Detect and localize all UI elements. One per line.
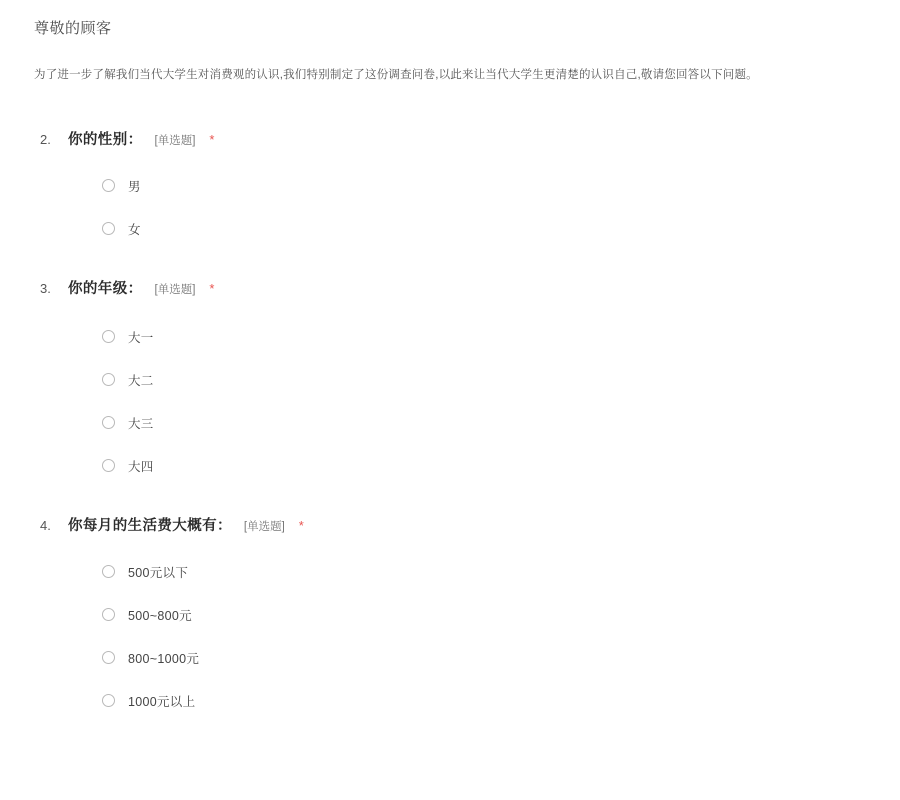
option-label: 大四 [128, 459, 154, 474]
question-gender [34, 128, 866, 239]
required-asterisk: * [209, 132, 215, 148]
question-number: 2. [40, 132, 51, 148]
radio-icon[interactable] [102, 651, 115, 664]
required-asterisk: * [298, 518, 304, 534]
option-row[interactable] [102, 326, 866, 347]
option-label: 男 [128, 179, 141, 194]
option-label: 大三 [128, 416, 154, 431]
radio-icon[interactable] [102, 179, 115, 192]
question-header [34, 128, 866, 149]
question-monthly-expense [34, 514, 866, 711]
required-asterisk: * [209, 281, 215, 297]
question-list [34, 128, 866, 711]
option-row[interactable] [102, 604, 866, 625]
option-group-gender [34, 175, 866, 239]
option-group-grade [34, 326, 866, 476]
question-grade [34, 277, 866, 476]
option-label: 大一 [128, 330, 154, 345]
option-group-monthly-expense [34, 561, 866, 711]
option-label: 500元以下 [128, 565, 189, 580]
question-type-label: [单选题] [154, 135, 196, 148]
question-title: 你每月的生活费大概有： [68, 518, 232, 535]
question-number: 4. [40, 518, 51, 534]
radio-icon[interactable] [102, 222, 115, 235]
question-type-label: [单选题] [243, 521, 285, 534]
survey-description: 为了进一步了解我们当代大学生对消费观的认识,我们特别制定了这份调查问卷,以此来让当代大学生更清楚的认识自己,敬请您回答以下问题。 [34, 69, 758, 81]
option-row[interactable] [102, 369, 866, 390]
option-row[interactable] [102, 412, 866, 433]
option-row[interactable] [102, 690, 866, 711]
radio-icon[interactable] [102, 694, 115, 707]
option-label: 800~1000元 [128, 651, 200, 666]
question-header [34, 514, 866, 535]
option-row[interactable] [102, 561, 866, 582]
radio-icon[interactable] [102, 416, 115, 429]
radio-icon[interactable] [102, 330, 115, 343]
radio-icon[interactable] [102, 608, 115, 621]
option-row[interactable] [102, 175, 866, 196]
option-row[interactable] [102, 647, 866, 668]
radio-icon[interactable] [102, 565, 115, 578]
question-title: 你的性别： [68, 132, 143, 149]
option-label: 1000元以上 [128, 694, 196, 709]
option-label: 500~800元 [128, 608, 192, 623]
radio-icon[interactable] [102, 459, 115, 472]
option-row[interactable] [102, 455, 866, 476]
question-title: 你的年级： [68, 281, 143, 298]
option-row[interactable] [102, 218, 866, 239]
question-type-label: [单选题] [154, 284, 196, 297]
page-title: 尊敬的顾客 [34, 20, 112, 37]
option-label: 大二 [128, 373, 154, 388]
option-label: 女 [128, 222, 141, 237]
question-number: 3. [40, 281, 51, 297]
radio-icon[interactable] [102, 373, 115, 386]
question-header [34, 277, 866, 298]
